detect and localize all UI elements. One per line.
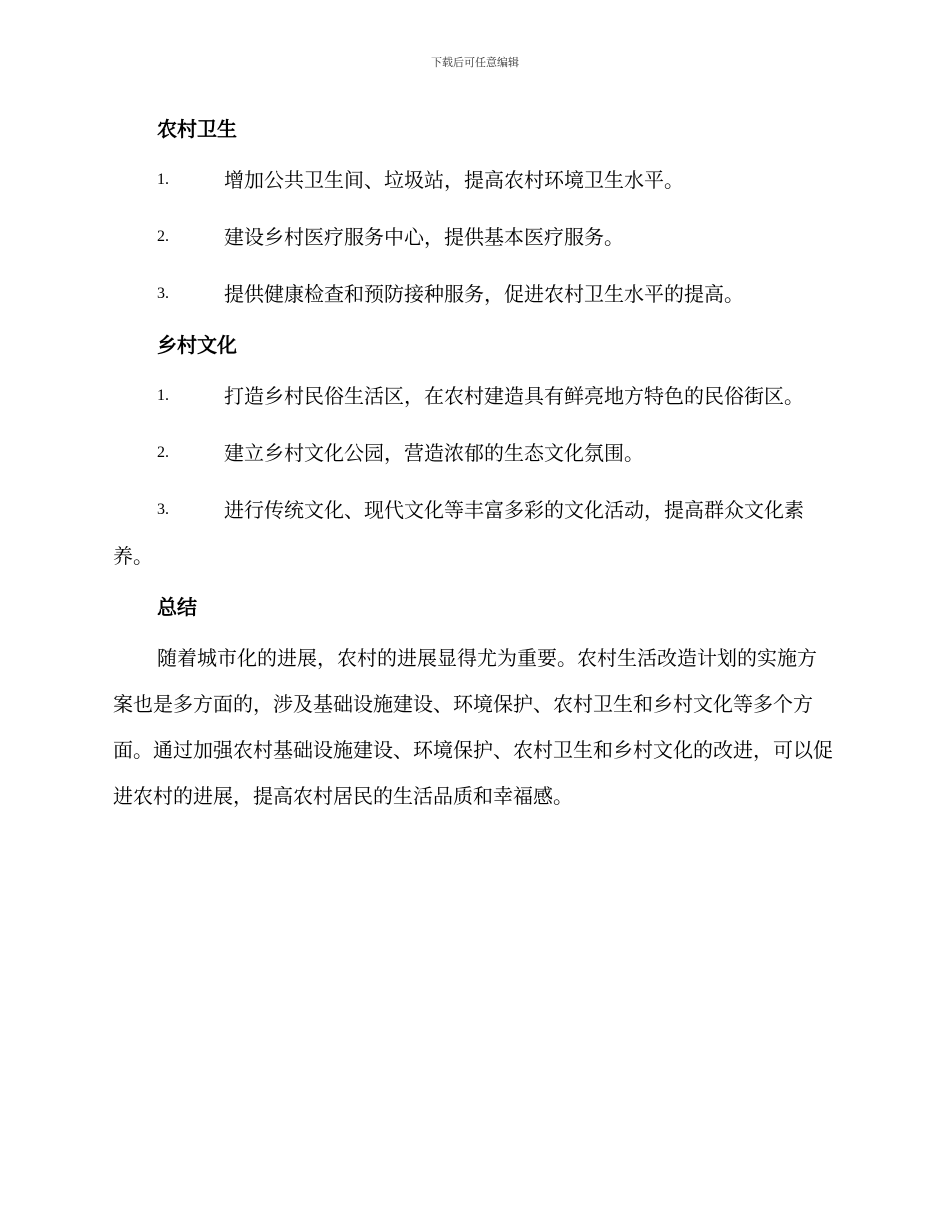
numbered-list [113, 157, 835, 317]
summary-paragraph: 随着城市化的进展，农村的进展显得尤为重要。农村生活改造计划的实施方案也是多方面的，涉及基础设施建设、环境保护、农村卫生和乡村文化等多个方面。通过加强农村基础设施建设、环境保护、农村卫生和乡村文化的改进，可以促进农村的进展，提高农村居民的生活品质和幸福感。 [113, 646, 833, 808]
list-item [113, 373, 835, 419]
list-item [113, 430, 835, 476]
list-item-number: 1. [157, 171, 169, 188]
list-item [113, 271, 835, 317]
list-item-number: 3. [157, 285, 169, 302]
list-item-text: 进行传统文化、现代文化等丰富多彩的文化活动，提高群众文化素养。 [113, 498, 804, 568]
list-item-number: 2. [157, 444, 169, 461]
section-heading: 总结 [157, 595, 197, 619]
list-item-text: 打造乡村民俗生活区，在农村建造具有鲜亮地方特色的民俗街区。 [224, 384, 804, 408]
list-item-number: 2. [157, 228, 169, 245]
page-header: 下载后可任意编辑 [431, 56, 519, 69]
section-summary [113, 590, 835, 819]
section-rural-culture [113, 328, 835, 579]
list-item-text: 建设乡村医疗服务中心，提供基本医疗服务。 [224, 225, 624, 249]
list-item [113, 157, 835, 203]
list-item-number: 1. [157, 387, 169, 404]
section-rural-health [113, 112, 835, 317]
list-item [113, 487, 835, 579]
list-item [113, 214, 835, 260]
numbered-list [113, 373, 835, 579]
document-body [113, 112, 835, 819]
list-item-text: 增加公共卫生间、垃圾站，提高农村环境卫生水平。 [224, 168, 684, 192]
list-item-number: 3. [157, 501, 169, 518]
section-heading: 乡村文化 [157, 333, 237, 357]
list-item-text: 建立乡村文化公园，营造浓郁的生态文化氛围。 [224, 441, 644, 465]
section-heading: 农村卫生 [157, 117, 237, 141]
list-item-text: 提供健康检查和预防接种服务，促进农村卫生水平的提高。 [224, 282, 744, 306]
